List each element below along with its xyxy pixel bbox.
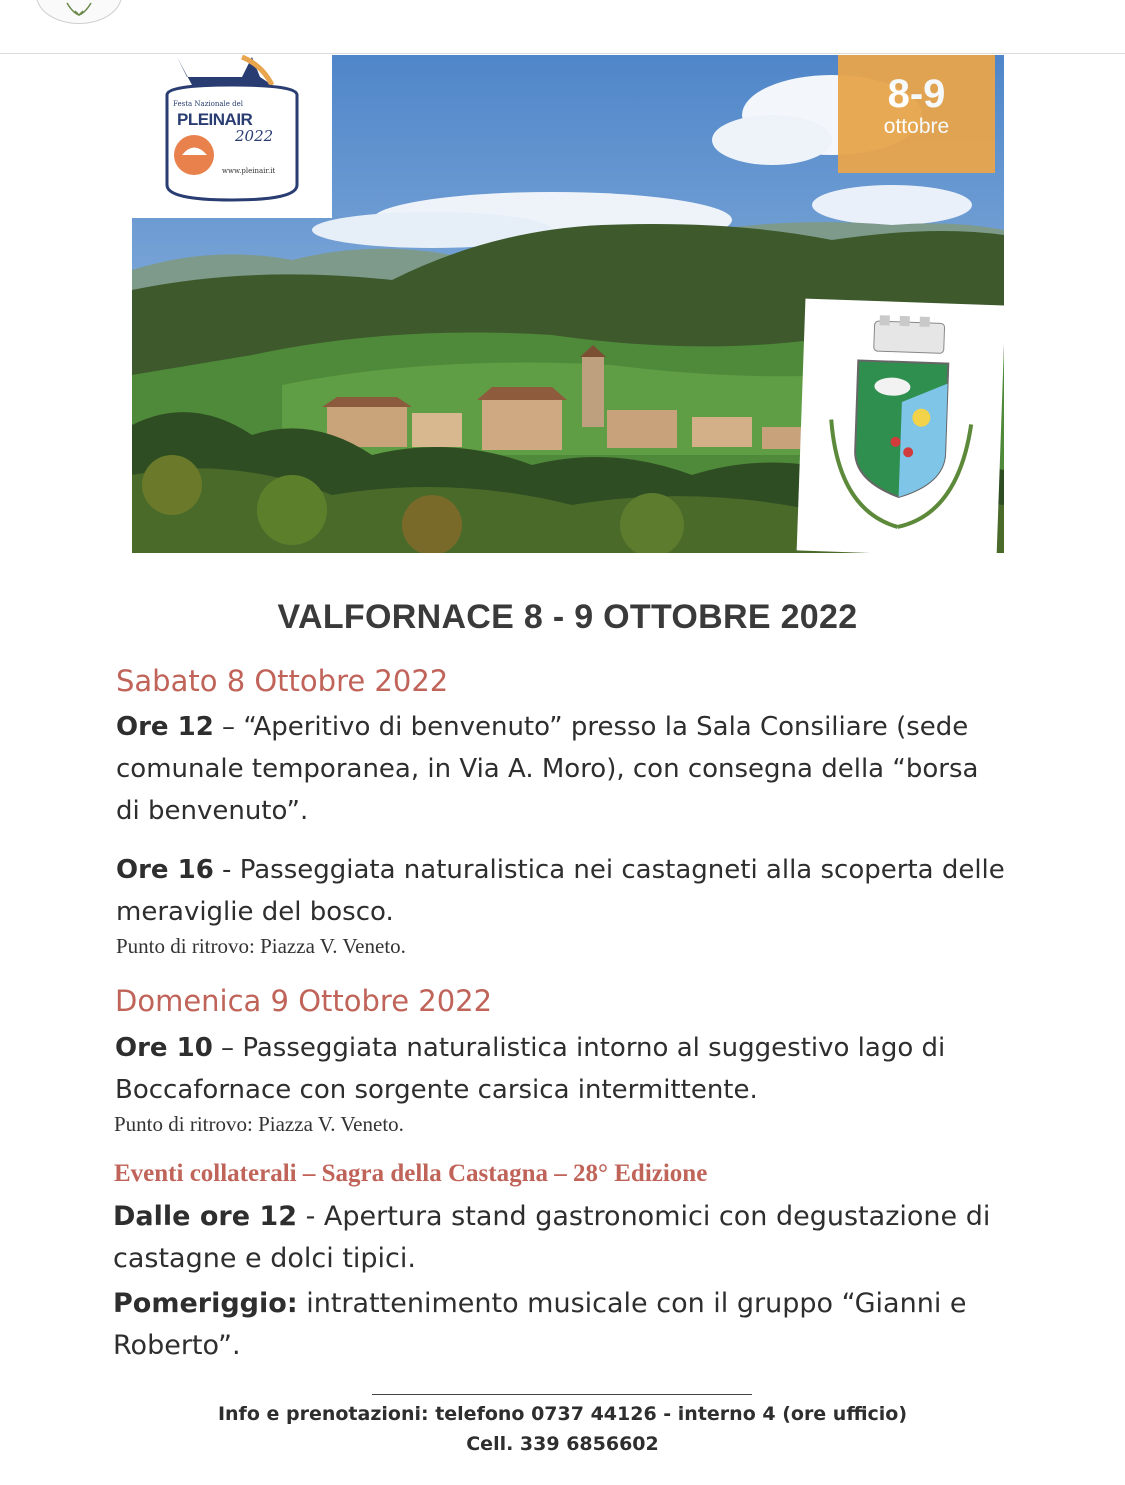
saturday-event-1 (116, 706, 1020, 832)
event-text: – Passeggiata naturalistica intorno al suggestivo lago di (212, 1033, 946, 1063)
crest-icon (65, 0, 93, 19)
side-event-2 (113, 1283, 1017, 1367)
avatar[interactable] (36, 0, 122, 24)
logo-year: 2022 (235, 127, 274, 145)
event-text: di benvenuto”. (116, 796, 309, 826)
saturday-heading: Sabato 8 Ottobre 2022 (116, 664, 449, 698)
event-time: Pomeriggio: (113, 1288, 298, 1319)
coat-of-arms (797, 299, 1004, 553)
event-text: - Passeggiata naturalistica nei castagneti alla scoperta delle (213, 855, 1005, 885)
sunday-event-1 (115, 1027, 1019, 1111)
footer-info: Info e prenotazioni: telefono 0737 44126 - interno 4 (ore ufficio) (217, 1403, 908, 1425)
event-text: comunale temporanea, in Via A. Moro), con consegna della “borsa (116, 754, 979, 784)
footer-divider (372, 1394, 752, 1395)
top-bar (0, 0, 1125, 54)
event-time: Ore 12 (116, 712, 214, 742)
page-title: VALFORNACE 8 - 9 OTTOBRE 2022 (277, 598, 858, 636)
event-text: meraviglie del bosco. (116, 897, 394, 927)
event-text: Roberto”. (113, 1330, 241, 1361)
date-badge-month: ottobre (883, 115, 950, 138)
sunday-heading: Domenica 9 Ottobre 2022 (115, 984, 493, 1018)
event-time: Ore 16 (116, 855, 214, 885)
event-text: intrattenimento musicale con il gruppo “Gianni e (297, 1288, 967, 1319)
saturday-event-2 (116, 849, 1020, 933)
logo-url: www.pleinair.it (222, 167, 276, 175)
event-time: Ore 10 (115, 1033, 213, 1063)
coat-of-arms-icon (797, 299, 1004, 553)
saturday-meeting-point: Punto di ritrovo: Piazza V. Veneto. (116, 934, 406, 958)
event-text: - Apertura stand gastronomici con degustazione di (297, 1201, 991, 1232)
event-text: Boccafornace con sorgente carsica intermittente. (115, 1075, 758, 1105)
date-badge-days: 8-9 (887, 72, 946, 116)
pleinair-logo (132, 55, 332, 218)
side-events-heading: Eventi collaterali – Sagra della Castagna – 28° Edizione (114, 1160, 708, 1187)
event-text: castagne e dolci tipici. (113, 1243, 416, 1274)
event-time: Dalle ore 12 (113, 1201, 298, 1232)
logo-tagline: Festa Nazionale del (173, 100, 244, 108)
footer-cell: Cell. 339 6856602 (466, 1433, 659, 1455)
event-text: – “Aperitivo di benvenuto” presso la Sala Consiliare (sede (213, 712, 969, 742)
pleinair-logo-icon (132, 55, 332, 218)
logo-name: PLEINAIR (177, 110, 253, 129)
sunday-meeting-point: Punto di ritrovo: Piazza V. Veneto. (114, 1112, 404, 1136)
date-badge (838, 55, 995, 173)
side-event-1 (113, 1196, 1017, 1280)
